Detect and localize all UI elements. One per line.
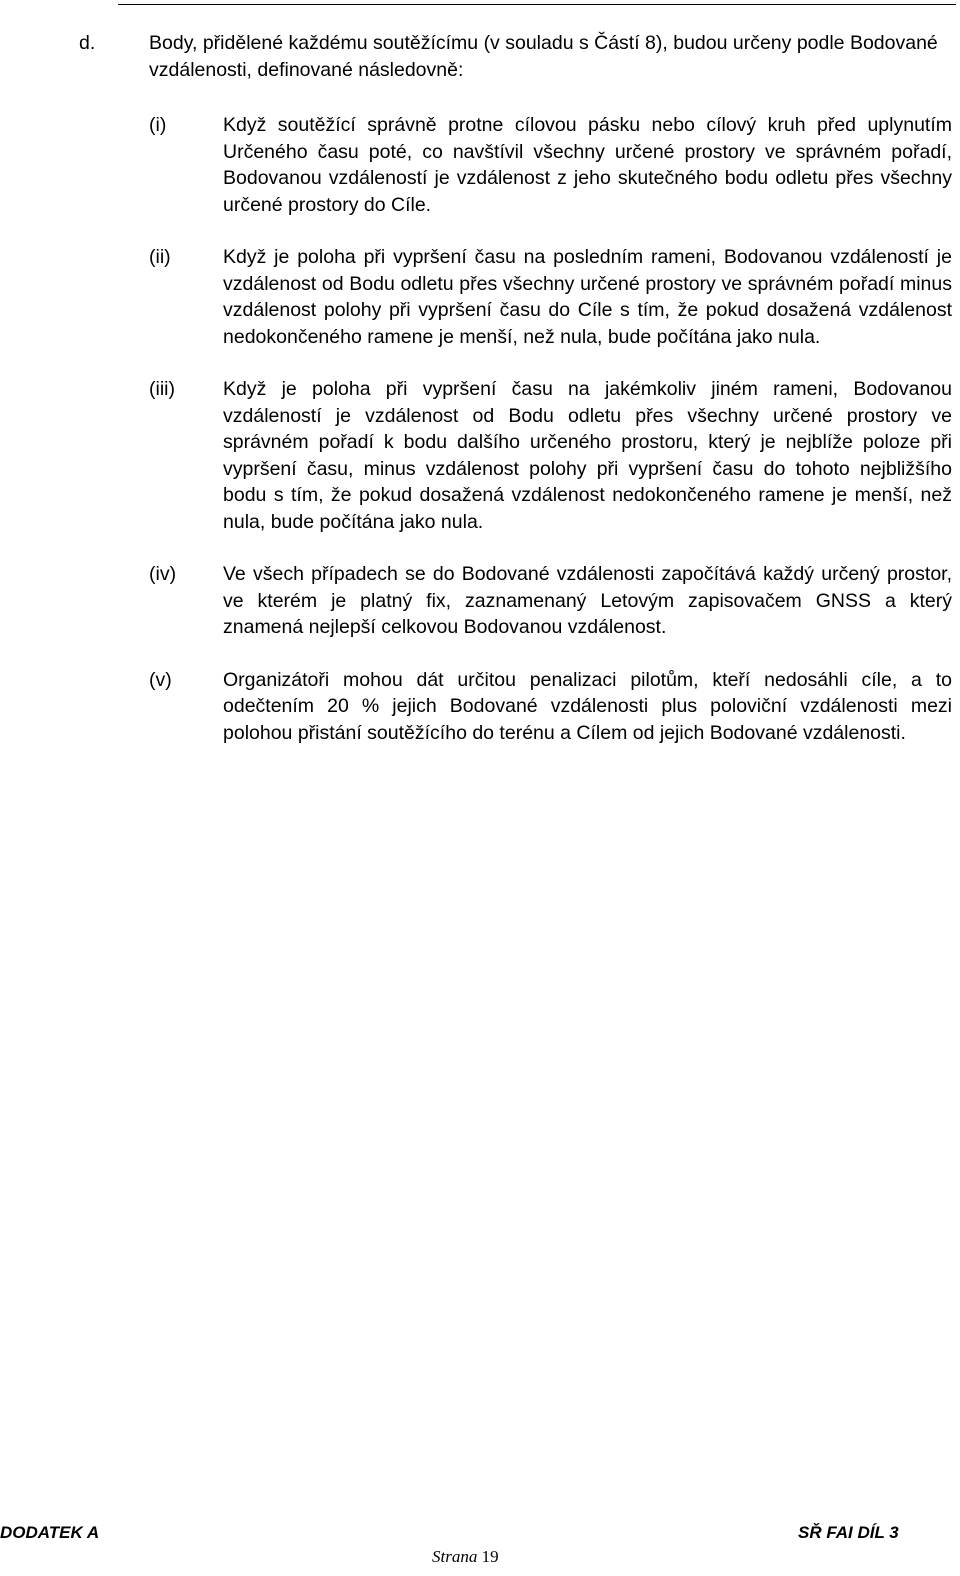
page-number: [432, 1546, 499, 1568]
clause-text: Když je poloha při vypršení času na jakémkoliv jiném rameni, Bodovanou vzdáleností je vzdálenost od Bodu odletu přes všechny určené prostory ve správném pořadí k bodu dalšího určeného prostoru, který je nejblíže poloze při vypršení času, minus vzdálenost polohy při vypršení času do tohoto nejbližšího bodu s tím, že pokud dosažená vzdálenost nedokončeného ramene je menší, než nula, bude počítána jako nula.: [223, 378, 952, 533]
clause-i: [0, 112, 960, 218]
clause-text: Když soutěžící správně protne cílovou pásku nebo cílový kruh před uplynutím Určeného času poté, co navštívil všechny určené prostory ve správném pořadí, Bodovanou vzdáleností je vzdálenost z jeho skutečného bodu odletu přes všechny určené prostory do Cíle.: [223, 114, 952, 216]
section-intro: Body, přidělené každému soutěžícímu (v souladu s Částí 8), budou určeny podle Bodované vzdálenosti, definované následovně:: [149, 32, 938, 81]
section-letter: d.: [79, 32, 96, 54]
footer-document-name: DODATEK A: [0, 1523, 100, 1542]
clause-number: (ii): [149, 246, 171, 268]
clause-number: (iv): [149, 563, 177, 585]
clause-number: (iii): [149, 378, 175, 400]
clause-text: Když je poloha při vypršení času na posledním rameni, Bodovanou vzdáleností je vzdálenost od Bodu odletu přes všechny určené prostory ve správném pořadí minus vzdálenost polohy při vypršení času do Cíle s tím, že pokud dosažená vzdálenost nedokončeného ramene je menší, než nula, bude počítána jako nula.: [223, 246, 952, 348]
clause-number: (i): [149, 114, 167, 136]
page-number-value: 19: [481, 1547, 499, 1566]
clause-iii: [0, 376, 960, 535]
clause-list: [0, 112, 960, 772]
clause-iv: [0, 561, 960, 641]
clause-v: [0, 667, 960, 747]
header-rule: [118, 4, 956, 5]
clause-ii: [0, 244, 960, 350]
page-label: Strana: [432, 1547, 478, 1566]
footer-section-name: SŘ FAI DÍL 3: [798, 1523, 899, 1542]
clause-number: (v): [149, 668, 172, 691]
clause-text: Ve všech případech se do Bodované vzdálenosti započítává každý určený prostor, ve kterém je platný fix, zaznamenaný Letovým zapisovačem GNSS a který znamená nejlepší celkovou Bodovanou vzdálenost.: [223, 563, 952, 638]
clause-text: Organizátoři mohou dát určitou penalizaci pilotům, kteří nedosáhli cíle, a to odečtením 20 % jejich Bodované vzdálenosti plus poloviční vzdálenosti mezi polohou přistání soutěžícího do terénu a Cílem od jejich Bodované vzdálenosti.: [223, 668, 952, 744]
